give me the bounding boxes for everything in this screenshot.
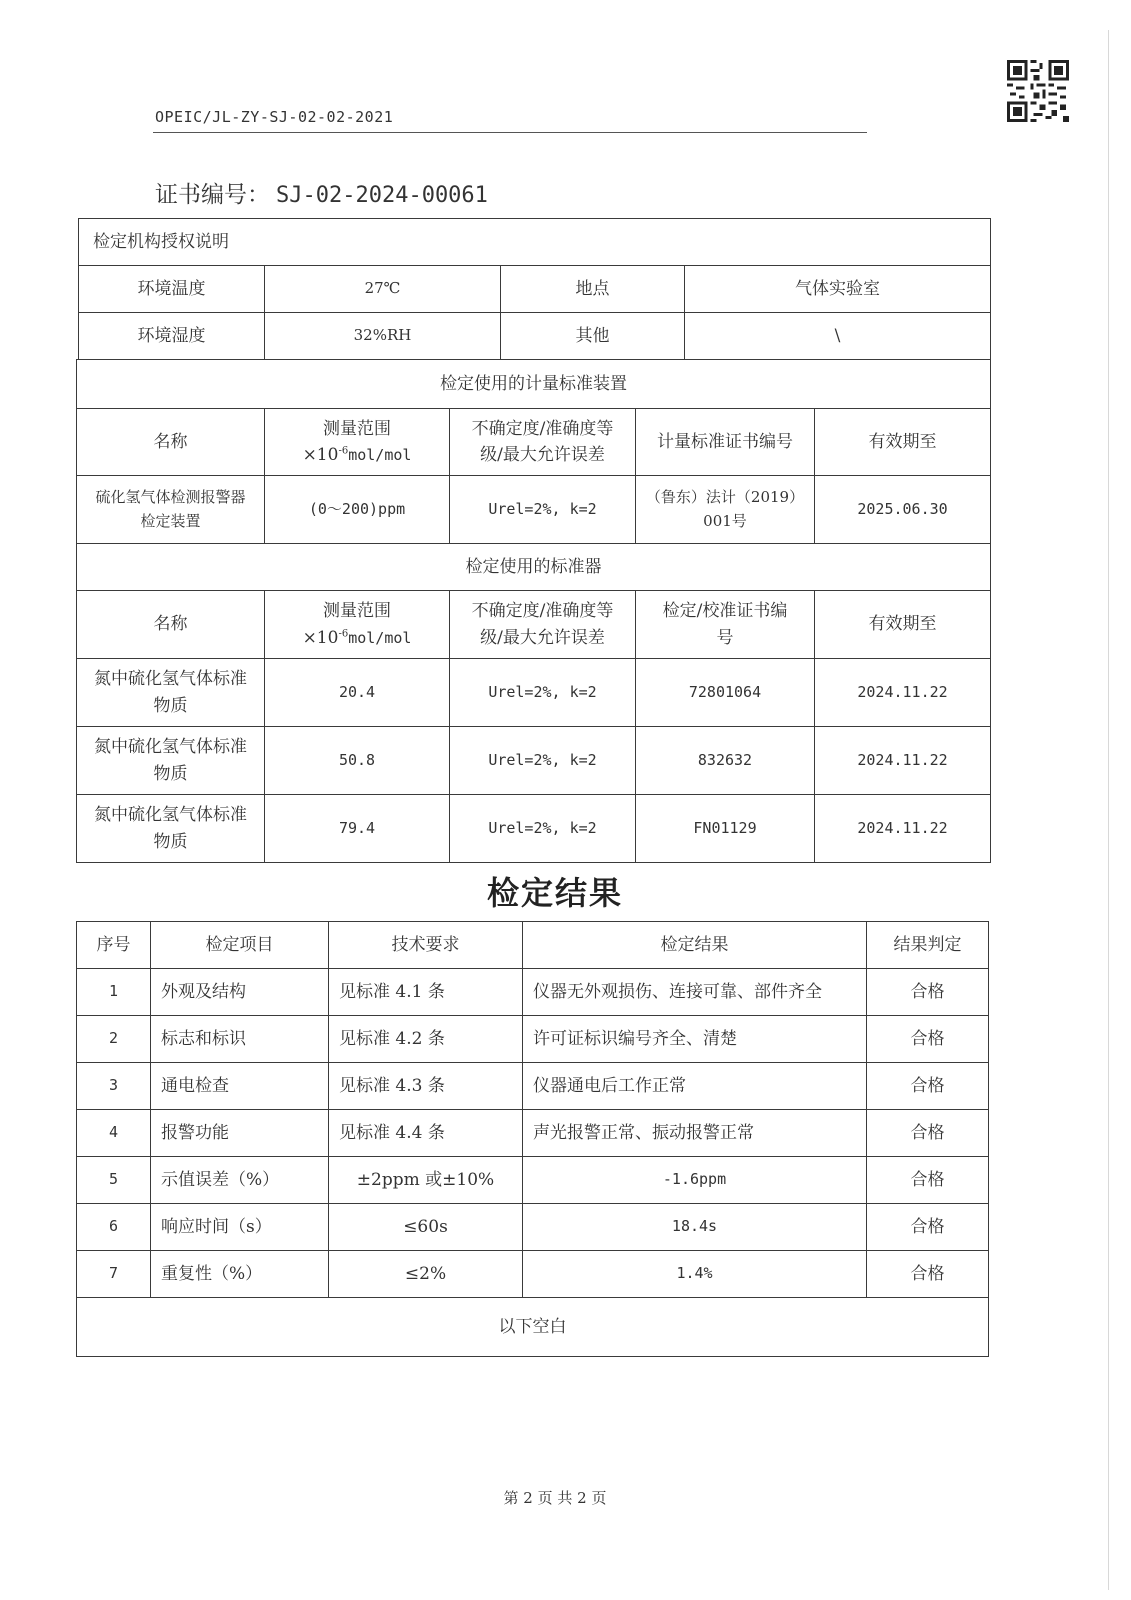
other-label: 其他	[501, 313, 685, 360]
row-requirement: ±2ppm 或±10%	[329, 1157, 523, 1204]
material-cert: 832632	[636, 727, 815, 795]
auth-statement: 检定机构授权说明	[79, 219, 991, 266]
results-table	[76, 921, 989, 1357]
row-verdict: 合格	[867, 1204, 989, 1251]
row-no: 6	[77, 1204, 151, 1251]
page-number: 第 2 页 共 2 页	[503, 1489, 607, 1507]
material-cert: 72801064	[636, 659, 815, 727]
row-result: 18.4s	[523, 1204, 867, 1251]
row-no: 3	[77, 1063, 151, 1110]
material-valid: 2024.11.22	[815, 659, 991, 727]
std-device-header-name: 名称	[77, 409, 265, 476]
std-device-range: (0～200)ppm	[265, 476, 450, 544]
table-row	[77, 1157, 989, 1204]
std-device-section-title: 检定使用的计量标准装置	[77, 360, 991, 409]
table-row	[77, 659, 991, 727]
std-device-cert: （鲁东）法计（2019） 001号	[636, 476, 815, 544]
material-cert: FN01129	[636, 795, 815, 863]
row-requirement: 见标准 4.1 条	[329, 969, 523, 1016]
temp-value: 27℃	[265, 266, 501, 313]
material-valid: 2024.11.22	[815, 795, 991, 863]
std-device-uncertainty: Urel=2%, k=2	[450, 476, 636, 544]
std-device-header-uncertainty: 不确定度/准确度等 级/最大允许误差	[450, 409, 636, 476]
material-name: 氮中硫化氢气体标准 物质	[77, 727, 265, 795]
row-requirement: 见标准 4.4 条	[329, 1110, 523, 1157]
std-device-header-range	[265, 409, 450, 476]
row-no: 7	[77, 1251, 151, 1298]
row-result: 许可证标识编号齐全、清楚	[523, 1016, 867, 1063]
std-materials-section-title: 检定使用的标准器	[77, 544, 991, 591]
table-row	[77, 1110, 989, 1157]
header-item: 检定项目	[151, 922, 329, 969]
row-requirement: ≤60s	[329, 1204, 523, 1251]
table-row	[77, 1063, 989, 1110]
row-result: 1.4%	[523, 1251, 867, 1298]
row-verdict: 合格	[867, 1157, 989, 1204]
other-value: \	[685, 313, 991, 360]
row-requirement: ≤2%	[329, 1251, 523, 1298]
row-item: 响应时间（s）	[151, 1204, 329, 1251]
info-table	[78, 218, 991, 360]
material-uncertainty: Urel=2%, k=2	[450, 727, 636, 795]
humidity-value: 32%RH	[265, 313, 501, 360]
blank-note: 以下空白	[77, 1298, 989, 1357]
table-row	[77, 969, 989, 1016]
qr-code-icon	[1007, 60, 1069, 122]
cert-number-value: SJ-02-2024-00061	[276, 183, 488, 208]
row-no: 5	[77, 1157, 151, 1204]
range-header-line2: $\times 10^{-6}mol$/mol	[302, 445, 412, 465]
row-no: 2	[77, 1016, 151, 1063]
std-device-header-cert: 计量标准证书编号	[636, 409, 815, 476]
row-item: 报警功能	[151, 1110, 329, 1157]
document-code: OPEIC/JL-ZY-SJ-02-02-2021	[155, 108, 394, 126]
material-name: 氮中硫化氢气体标准 物质	[77, 659, 265, 727]
std-device-header-valid: 有效期至	[815, 409, 991, 476]
row-verdict: 合格	[867, 1251, 989, 1298]
row-requirement: 见标准 4.3 条	[329, 1063, 523, 1110]
temp-label: 环境温度	[79, 266, 265, 313]
std-materials-header-name: 名称	[77, 591, 265, 659]
cert-number-label: 证书编号：	[155, 182, 270, 208]
row-verdict: 合格	[867, 969, 989, 1016]
location-value: 气体实验室	[685, 266, 991, 313]
row-item: 通电检查	[151, 1063, 329, 1110]
range-header-line1: 测量范围	[323, 418, 391, 439]
row-no: 1	[77, 969, 151, 1016]
header-result: 检定结果	[523, 922, 867, 969]
row-result: -1.6ppm	[523, 1157, 867, 1204]
std-device-name: 硫化氢气体检测报警器 检定装置	[77, 476, 265, 544]
header-no: 序号	[77, 922, 151, 969]
row-item: 标志和标识	[151, 1016, 329, 1063]
row-result: 仪器无外观损伤、连接可靠、部件齐全	[523, 969, 867, 1016]
certificate-number	[155, 176, 488, 209]
location-label: 地点	[501, 266, 685, 313]
material-valid: 2024.11.22	[815, 727, 991, 795]
page-edge-line	[1108, 30, 1109, 1590]
table-row	[77, 727, 991, 795]
std-materials-header-range: 测量范围 $\times 10^{-6}mol$/mol	[265, 591, 450, 659]
standards-table	[76, 359, 991, 863]
header-requirement: 技术要求	[329, 922, 523, 969]
row-verdict: 合格	[867, 1110, 989, 1157]
material-uncertainty: Urel=2%, k=2	[450, 795, 636, 863]
header-verdict: 结果判定	[867, 922, 989, 969]
row-item: 示值误差（%）	[151, 1157, 329, 1204]
material-range: 20.4	[265, 659, 450, 727]
row-result: 声光报警正常、振动报警正常	[523, 1110, 867, 1157]
table-row	[77, 1016, 989, 1063]
humidity-label: 环境湿度	[79, 313, 265, 360]
material-name: 氮中硫化氢气体标准 物质	[77, 795, 265, 863]
std-device-valid: 2025.06.30	[815, 476, 991, 544]
material-uncertainty: Urel=2%, k=2	[450, 659, 636, 727]
table-row	[77, 1251, 989, 1298]
row-item: 外观及结构	[151, 969, 329, 1016]
row-verdict: 合格	[867, 1063, 989, 1110]
table-row	[77, 1204, 989, 1251]
table-row	[77, 795, 991, 863]
std-materials-header-valid: 有效期至	[815, 591, 991, 659]
std-materials-header-uncertainty: 不确定度/准确度等 级/最大允许误差	[450, 591, 636, 659]
header-rule	[153, 132, 867, 133]
row-item: 重复性（%）	[151, 1251, 329, 1298]
results-title: 检定结果	[486, 874, 623, 912]
row-requirement: 见标准 4.2 条	[329, 1016, 523, 1063]
results-header-row	[77, 922, 989, 969]
material-range: 79.4	[265, 795, 450, 863]
material-range: 50.8	[265, 727, 450, 795]
row-no: 4	[77, 1110, 151, 1157]
row-result: 仪器通电后工作正常	[523, 1063, 867, 1110]
std-materials-header-cert: 检定/校准证书编 号	[636, 591, 815, 659]
row-verdict: 合格	[867, 1016, 989, 1063]
